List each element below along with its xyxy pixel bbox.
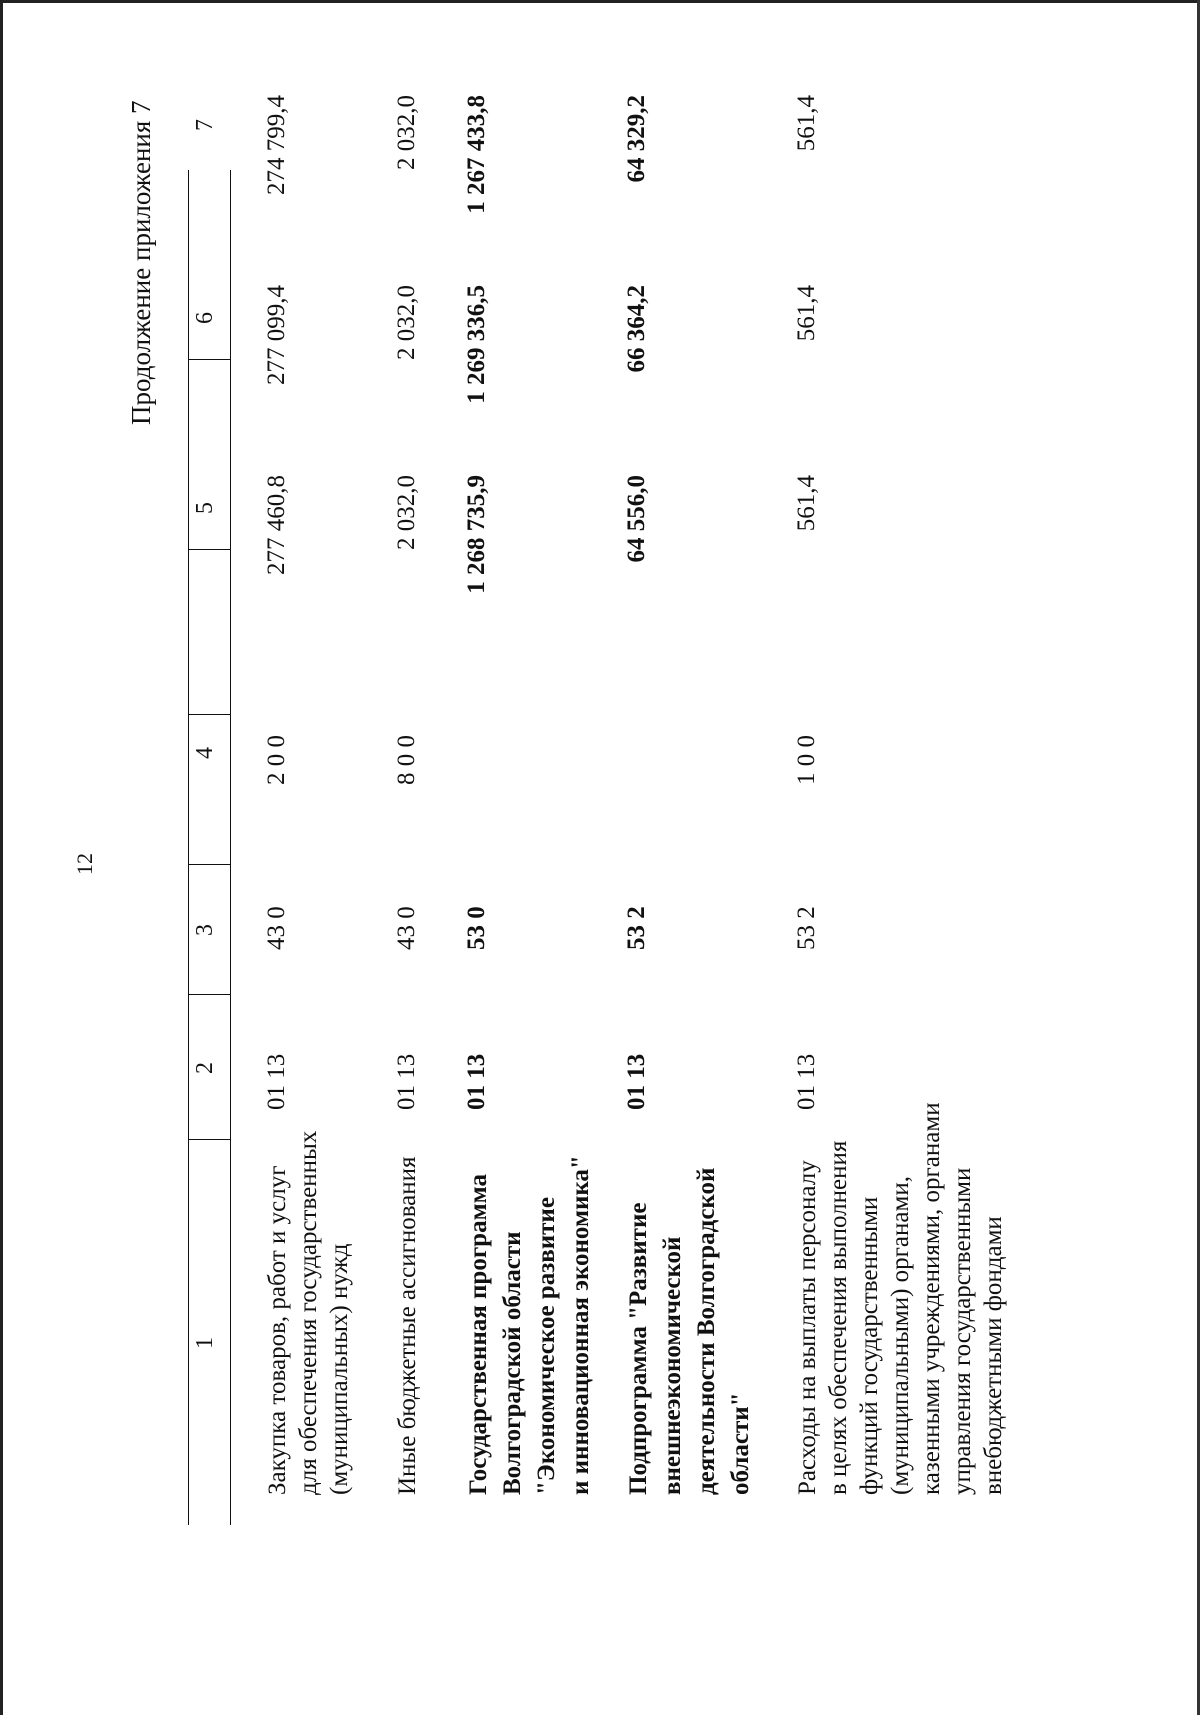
name-line: Расходы на выплаты персоналу <box>794 1160 821 1495</box>
name-line: функций государственными <box>856 1196 883 1495</box>
cell-expense-type: 1 0 0 <box>793 735 820 785</box>
cell-year-3: 2 032,0 <box>393 95 420 170</box>
column-header-7: 7 <box>192 119 218 131</box>
cell-section: 01 13 <box>793 1053 820 1110</box>
column-divider <box>188 994 230 995</box>
cell-expense-type: 8 0 0 <box>393 735 420 785</box>
table-top-rule <box>188 170 189 1525</box>
column-header-6: 6 <box>192 312 218 324</box>
name-line: области" <box>727 1392 754 1495</box>
cell-year-3: 561,4 <box>793 95 820 152</box>
name-line: Волгоградской области <box>499 1231 526 1495</box>
cell-year-3: 274 799,4 <box>263 95 290 195</box>
cell-year-2: 277 099,4 <box>263 285 290 385</box>
cell-section: 01 13 <box>263 1053 290 1110</box>
table-row-name <box>392 1156 423 1495</box>
cell-section: 01 13 <box>463 1053 490 1110</box>
cell-year-1: 561,4 <box>793 475 820 532</box>
column-divider <box>188 1139 230 1140</box>
page-number: 12 <box>72 853 97 875</box>
name-line: казенными учреждениями, органами <box>918 1102 945 1495</box>
name-line: Закупка товаров, работ и услуг <box>264 1165 291 1495</box>
cell-year-2: 1 269 336,5 <box>463 285 490 404</box>
name-line: для обеспечения государственных <box>295 1130 322 1495</box>
name-line: внешнеэкономической <box>659 1236 686 1495</box>
cell-year-1: 64 556,0 <box>623 475 650 563</box>
cell-target: 53 2 <box>623 906 650 950</box>
cell-year-1: 1 268 735,9 <box>463 475 490 594</box>
name-line: (муниципальными) органами, <box>887 1176 914 1495</box>
column-header-4: 4 <box>192 747 218 759</box>
name-line: деятельности Волгоградской <box>693 1167 720 1495</box>
cell-year-1: 277 460,8 <box>263 475 290 575</box>
name-line: в целях обеспечения выполнения <box>825 1140 852 1495</box>
cell-year-1: 2 032,0 <box>393 475 420 550</box>
name-line: Подпрограмма "Развитие <box>625 1202 652 1495</box>
table-row-name <box>622 1168 758 1495</box>
cell-year-2: 561,4 <box>793 285 820 342</box>
continuation-label: Продолжение приложения 7 <box>126 100 156 425</box>
name-line: внебюджетными фондами <box>980 1216 1007 1495</box>
name-line: "Экономическое развитие <box>533 1197 560 1495</box>
name-line: Государственная программа <box>465 1174 492 1495</box>
table-row-name <box>462 1155 598 1495</box>
table-row-name <box>262 1131 355 1495</box>
column-header-5: 5 <box>192 502 218 514</box>
name-line: и инновационная экономика" <box>567 1155 594 1495</box>
table-row-name <box>792 1102 1009 1495</box>
cell-target: 53 0 <box>463 906 490 950</box>
column-divider <box>188 359 230 360</box>
cell-expense-type: 2 0 0 <box>263 735 290 785</box>
column-header-1: 1 <box>192 1337 218 1349</box>
cell-target: 53 2 <box>793 906 820 950</box>
cell-year-2: 2 032,0 <box>393 285 420 360</box>
cell-target: 43 0 <box>393 906 420 950</box>
table-header-rule <box>230 170 231 1525</box>
cell-target: 43 0 <box>263 906 290 950</box>
cell-section: 01 13 <box>393 1053 420 1110</box>
name-line: (муниципальных) нужд <box>326 1243 353 1495</box>
column-header-3: 3 <box>192 924 218 936</box>
column-divider <box>188 714 230 715</box>
column-divider <box>188 864 230 865</box>
cell-section: 01 13 <box>623 1053 650 1110</box>
column-header-2: 2 <box>192 1062 218 1074</box>
name-line: управления государственными <box>949 1167 976 1495</box>
cell-year-3: 64 329,2 <box>623 95 650 183</box>
cell-year-2: 66 364,2 <box>623 285 650 373</box>
name-line: Иные бюджетные ассигнования <box>394 1156 421 1495</box>
cell-year-3: 1 267 433,8 <box>463 95 490 214</box>
column-divider <box>188 549 230 550</box>
